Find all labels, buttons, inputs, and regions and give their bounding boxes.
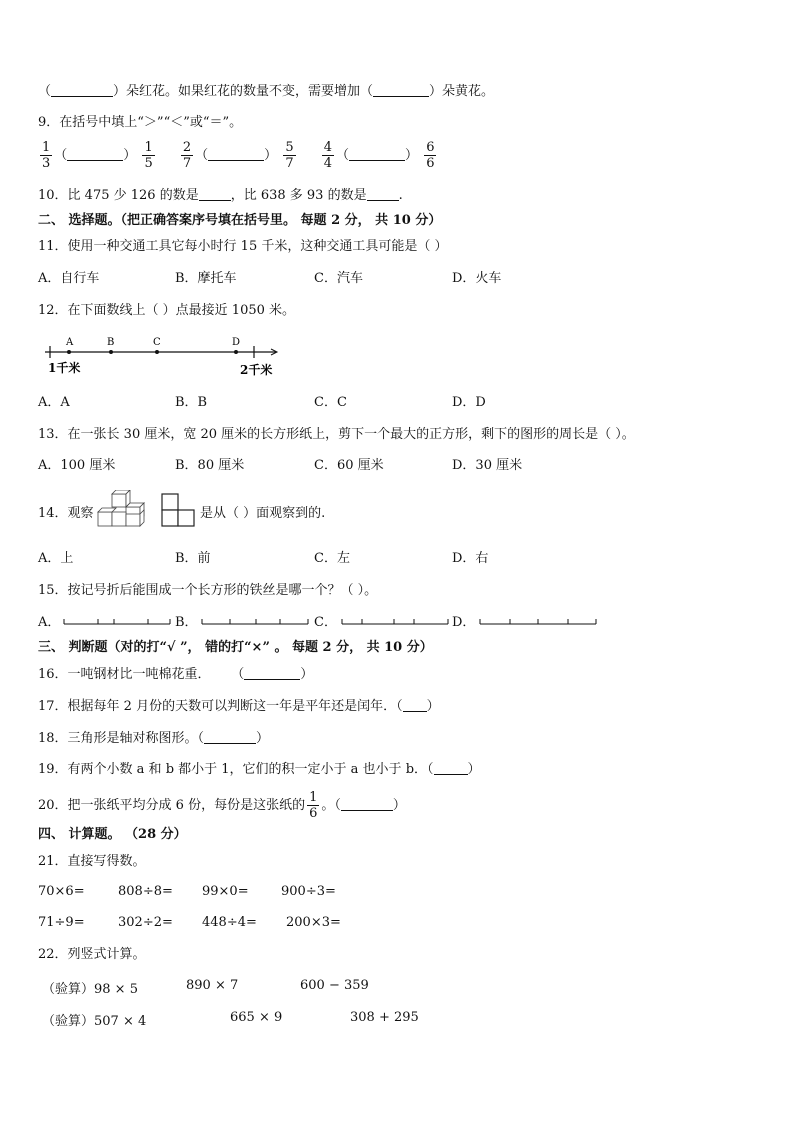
wire-a [62,616,172,628]
label-d: D [232,337,241,348]
answer-blank[interactable] [204,729,256,744]
q11-stem: 11．使用一种交通工具它每小时行 15 千米，这种交通工具可能是（ ） [38,239,448,254]
point-a [67,350,71,354]
fraction: $\frac{4}{4}$ [323,140,333,171]
wire-b [200,616,310,628]
q11-option-d[interactable]: D．火车 [452,271,502,286]
calc-item: 448÷4= [202,915,257,930]
q8-tail-line: （ ）朵红花。如果红花的数量不变，需要增加（ ）朵黄花。 [38,84,495,99]
calc-item: 99×0= [202,884,249,899]
number-line-diagram [40,334,290,384]
answer-blank[interactable] [67,146,123,161]
q13-option-c[interactable]: C．60 厘米 [314,458,384,473]
calc-item: 200×3= [286,915,341,930]
answer-blank[interactable] [51,82,113,97]
vertical-calc-item: 308 + 295 [350,1010,419,1025]
fraction: $\frac{2}{7}$ [182,140,192,171]
q11-option-a[interactable]: A．自行车 [38,271,100,286]
vertical-calc-item: （验算）507 × 4 [42,1014,147,1029]
q13-stem: 13．在一张长 30 厘米，宽 20 厘米的长方形纸上，剪下一个最大的正方形，剩下的图形的周长是（ ）。 [38,427,635,442]
q22-stem: 22．列竖式计算。 [38,947,146,962]
q13-option-b[interactable]: B．80 厘米 [175,458,245,473]
q12-option-a[interactable]: A．A [38,395,70,410]
q14-suffix: 是从（ ）面观察到的. [200,506,326,521]
section-3-heading: 三、 判断题（对的打“√ ”， 错的打“×” 。 每题 2 分， 共 10 分） [38,640,433,655]
wire-d [478,616,600,628]
q15-option-a[interactable]: A． [38,615,61,630]
q19-line: 19．有两个小数 a 和 b 都小于 1，它们的积一定小于 a 也小于 b．（ ） [38,762,481,777]
q12-stem: 12．在下面数线上（ ）点最接近 1050 米。 [38,303,296,318]
q9-pair-2: $\frac{2}{7}$ （ ） $\frac{5}{7}$ [182,140,294,171]
q12-option-b[interactable]: B．B [175,395,208,410]
q14-prefix: 14．观察 [38,506,94,521]
q18-line: 18．三角形是轴对称图形。（ ） [38,731,270,746]
q16-line: 16．一吨钢材比一吨棉花重． （ ） [38,667,314,682]
q12-option-d[interactable]: D．D [452,395,486,410]
q13-option-d[interactable]: D．30 厘米 [452,458,523,473]
calc-item: 70×6= [38,884,85,899]
calc-item: 900÷3= [281,884,336,899]
cube-stack-figure [96,490,152,532]
label-start: 1千米 [48,361,81,375]
q9-pair-1: $\frac{1}{3}$ （ ） $\frac{1}{5}$ [42,140,153,171]
point-c [155,350,159,354]
label-b: B [107,337,115,348]
cube-face [98,512,112,526]
fraction: $\frac{5}{7}$ [285,140,294,171]
q14-option-d[interactable]: D．右 [452,551,489,566]
section-2-heading: 二、 选择题。（把正确答案序号填在括号里。 每题 2 分， 共 10 分） [38,213,442,228]
q14-option-c[interactable]: C．左 [314,551,350,566]
q9-stem: 9．在括号中填上“＞”“＜”或“＝”。 [38,115,243,130]
fraction: $\frac{1}{5}$ [144,140,153,171]
answer-blank[interactable] [434,760,468,775]
q15-option-d[interactable]: D． [452,615,476,630]
cube-face [126,514,140,526]
q14-option-b[interactable]: B．前 [175,551,211,566]
wire-c [340,616,450,628]
q13-option-a[interactable]: A．100 厘米 [38,458,116,473]
point-b [109,350,113,354]
q20-line: 20．把一张纸平均分成 6 份，每份是这张纸的 $\frac{1}{6}$ 。（ ） [38,790,406,821]
q10-line: 10．比 475 少 126 的数是 ，比 638 多 93 的数是 . [38,188,403,203]
label-c: C [153,337,161,348]
cube-face [112,512,126,526]
answer-blank[interactable] [373,82,429,97]
q21-stem: 21．直接写得数。 [38,854,146,869]
vertical-calc-item: 600 − 359 [300,978,369,993]
answer-blank[interactable] [199,186,231,201]
calc-item: 808÷8= [118,884,173,899]
answer-blank[interactable] [403,697,427,712]
view-square [162,494,178,510]
q15-stem: 15．按记号折后能围成一个长方形的铁丝是哪一个？（ ）。 [38,583,378,598]
q9-pair-3: $\frac{4}{4}$ （ ） $\frac{6}{6}$ [323,140,435,171]
q11-option-b[interactable]: B．摩托车 [175,271,237,286]
answer-blank[interactable] [367,186,399,201]
answer-blank[interactable] [208,146,264,161]
q11-option-c[interactable]: C．汽车 [314,271,363,286]
fraction: $\frac{1}{6}$ [309,790,318,821]
q15-option-c[interactable]: C． [314,615,337,630]
q15-option-b[interactable]: B． [175,615,198,630]
cube-face [98,508,116,512]
cube-face [112,494,126,507]
calc-item: 71÷9= [38,915,85,930]
view-figure [160,492,198,530]
fraction: $\frac{6}{6}$ [426,140,435,171]
point-d [234,350,238,354]
vertical-calc-item: 665 × 9 [230,1010,283,1025]
answer-blank[interactable] [349,146,405,161]
vertical-calc-item: （验算）98 × 5 [42,982,138,997]
fraction: $\frac{1}{3}$ [42,140,51,171]
vertical-calc-item: 890 × 7 [186,978,239,993]
label-a: A [66,337,74,348]
calc-item: 302÷2= [118,915,173,930]
label-end: 2千米 [240,363,273,377]
view-square [162,510,178,526]
answer-blank[interactable] [244,665,300,680]
answer-blank[interactable] [341,796,393,811]
q14-option-a[interactable]: A．上 [38,551,74,566]
q9-comparisons [38,140,438,171]
q17-line: 17．根据每年 2 月份的天数可以判断这一年是平年还是闰年．（ ） [38,699,440,714]
q12-option-c[interactable]: C．C [314,395,347,410]
section-4-heading: 四、 计算题。 （28 分） [38,827,187,842]
view-square [178,510,194,526]
